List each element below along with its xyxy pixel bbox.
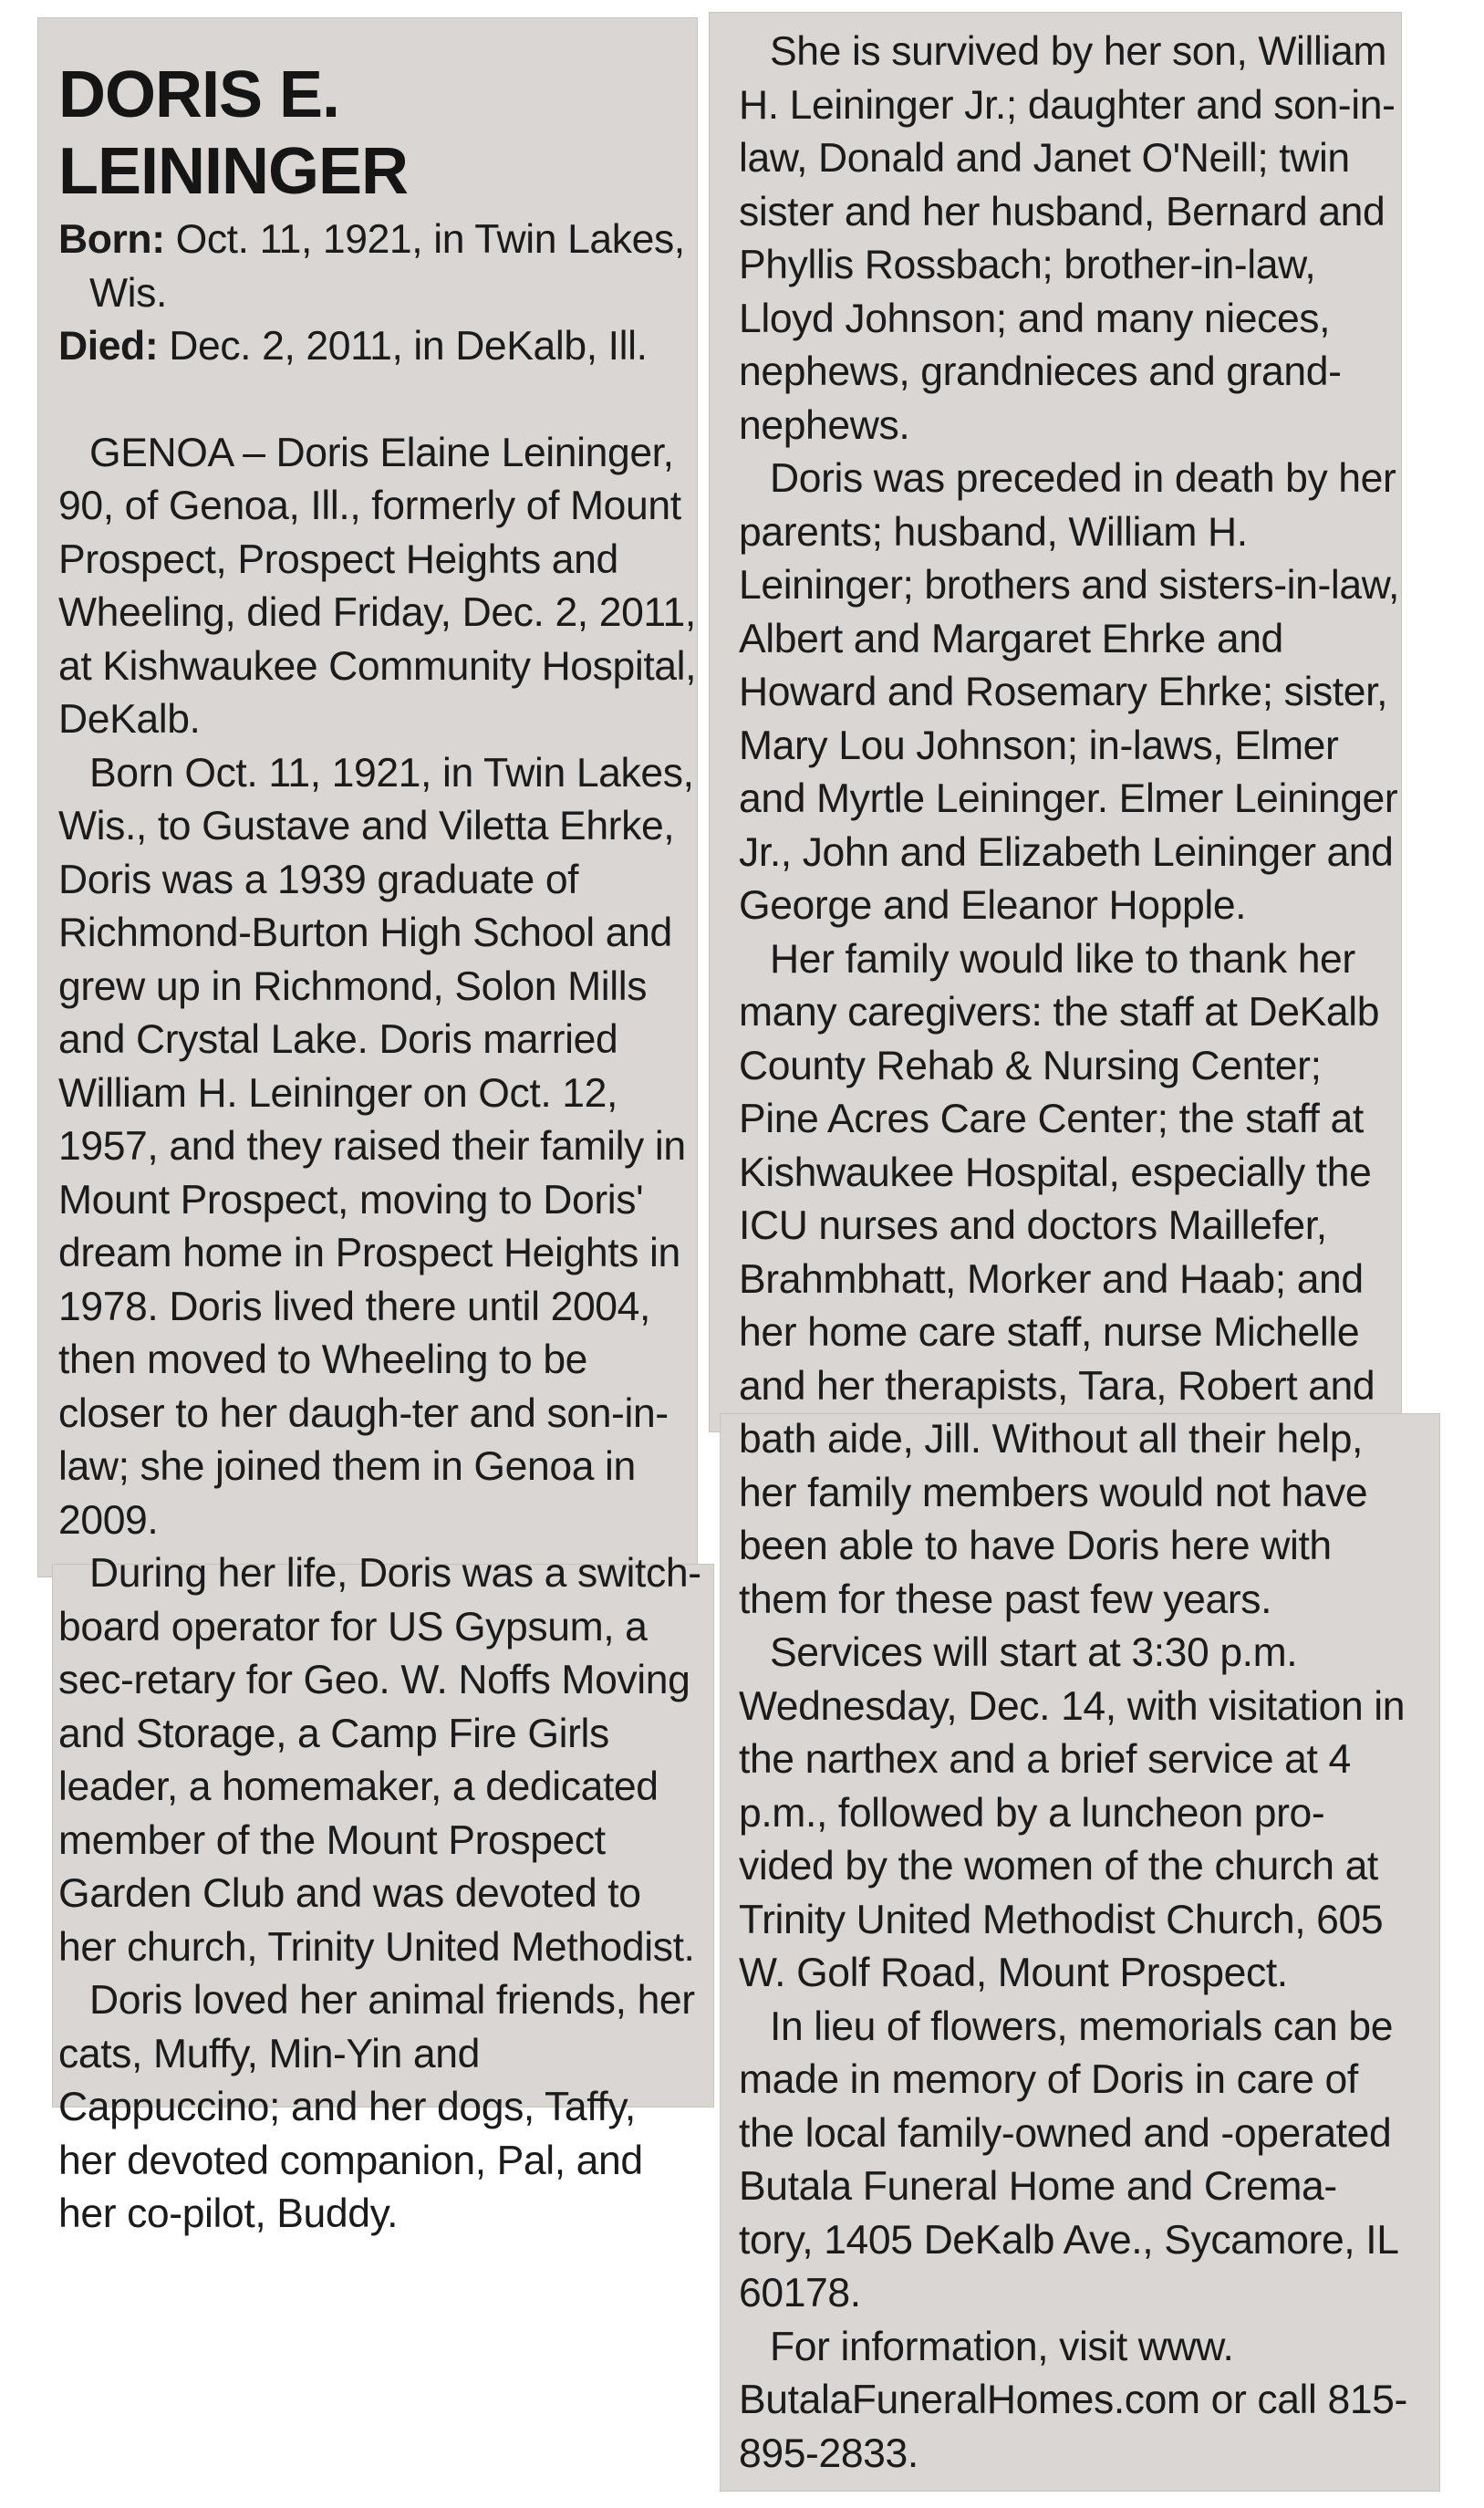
- died-label: Died:: [58, 324, 159, 369]
- obituary-left-column: [58, 57, 701, 2242]
- died-value: Dec. 2, 2011, in DeKalb, Ill.: [169, 324, 648, 369]
- paragraph-thanks: Her family would like to thank her many caregivers: the staff at DeKalb County Rehab & Nursing Center; Pine Acres Care Center; the staff at Kishwaukee Hospital, especially the ICU nurses and doctors Maillefer, Brahmbhatt, Morker and Haab; and her home care staff, nurse Michelle and her therapists, Tara, Robert and bath aide, Jill. Without all their help, her family members would not have been able to have Doris here with them for these past few years.: [739, 936, 1380, 1622]
- died-line: [58, 320, 701, 374]
- born-value-continued: Wis.: [89, 270, 167, 316]
- paragraph-pets: Doris loved her animal friends, her cats, Muffy, Min-Yin and Cappuccino; and her dogs, Taffy, her devoted companion, Pal, and her co-pilot, Buddy.: [58, 1978, 695, 2236]
- paragraph-survivors: She is survived by her son, William H. Leininger Jr.; daughter and son-in-law, Donald and Janet O'Neill; twin sister and her husband, Bernard and Phyllis Rossbach; brother-in-law, Lloyd Johnson; and many nieces, nephews, grandnieces and grand-nephews.: [739, 29, 1396, 448]
- born-label: Born:: [58, 217, 165, 262]
- paragraph-intro: GENOA – Doris Elaine Leininger, 90, of Genoa, Ill., formerly of Mount Prospect, Prospect Heights and Wheeling, died Friday, Dec. 2, 2011, at Kishwaukee Community Hospital, DeKalb.: [58, 430, 697, 742]
- paragraph-memorials: In lieu of flowers, memorials can be made in memory of Doris in care of the local family-owned and -operated Butala Funeral Home and Crema-tory, 1405 DeKalb Ave., Sycamore, IL 60178.: [739, 2003, 1397, 2315]
- paragraph-career: During her life, Doris was a switch-board operator for US Gypsum, a sec-retary for Geo. W. Noffs Moving and Storage, a Camp Fire Girls leader, a homemaker, a dedicated member of the Mount Prospect Garden Club and was devoted to her church, Trinity United Methodist.: [58, 1551, 701, 1970]
- obituary-headline: DORIS E. LEININGER: [58, 58, 409, 208]
- born-value: Oct. 11, 1921, in Twin Lakes,: [175, 217, 685, 262]
- obituary-right-column: [739, 26, 1409, 2481]
- paragraph-early-life: Born Oct. 11, 1921, in Twin Lakes, Wis., to Gustave and Viletta Ehrke, Doris was a 1939 graduate of Richmond-Burton High School and grew up in Richmond, Solon Mills and Crystal Lake. Doris married William H. Leininger on Oct. 12, 1957, and they raised their family in Mount Prospect, moving to Doris' dream home in Prospect Heights in 1978. Doris lived there until 2004, then moved to Wheeling to be closer to her daugh-ter and son-in-law; she joined them in Genoa in 2009.: [58, 750, 694, 1543]
- paragraph-services: Services will start at 3:30 p.m. Wednesday, Dec. 14, with visitation in the narthex and a brief service at 4 p.m., followed by a luncheon pro-vided by the women of the church at Trinity United Methodist Church, 605 W. Golf Road, Mount Prospect.: [739, 1630, 1406, 1995]
- paragraph-preceded: Doris was preceded in death by her parents; husband, William H. Leininger; brothers and sisters-in-law, Albert and Margaret Ehrke and Howard and Rosemary Ehrke; sister, Mary Lou Johnson; in-laws, Elmer and Myrtle Leininger. Elmer Leininger Jr., John and Elizabeth Leininger and George and Eleanor Hopple.: [739, 456, 1399, 928]
- spacer: [58, 374, 701, 427]
- born-line: [58, 213, 701, 320]
- paragraph-information: For information, visit www. ButalaFuneralHomes.com or call 815-895-2833.: [739, 2324, 1407, 2476]
